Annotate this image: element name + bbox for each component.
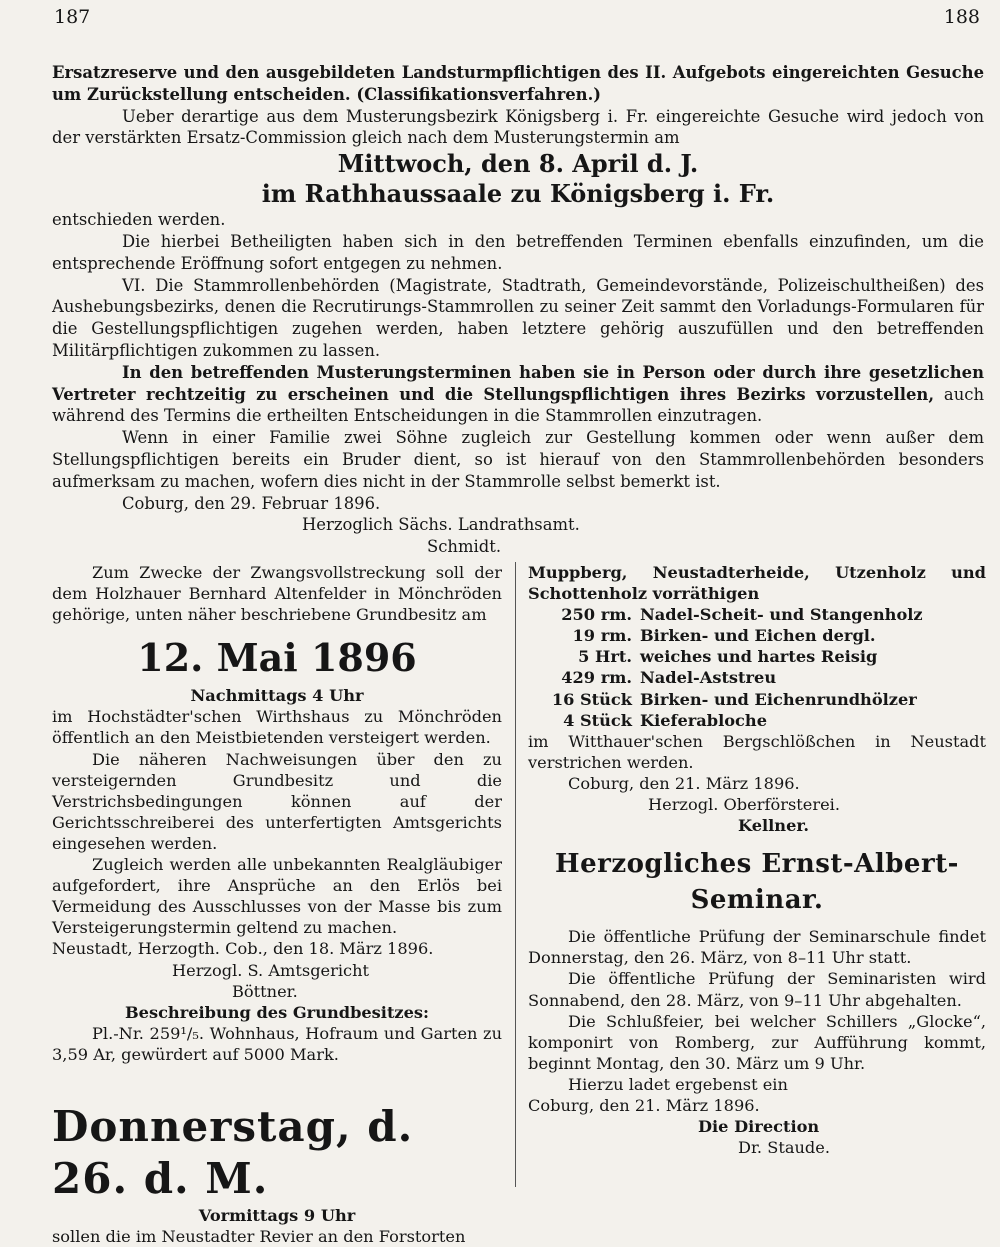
column-divider (515, 562, 516, 1187)
auction-notice (52, 562, 502, 1247)
notice-paragraph-8-bold: In den betreffenden Musterungsterminen haben sie in Person oder durch ihre gesetzlichen Vertreter rechtzeitig zu erscheinen und die Stellungspflichtigen ihres Bezirks vorzustellen, (52, 362, 984, 404)
wood-item-text: Nadel-Aststreu (640, 668, 777, 688)
seminar-signature: Dr. Staude. (738, 1138, 830, 1158)
wood-item-quantity: 5 Hrt. (578, 647, 632, 667)
auction-date: 12. Mai 1896 (137, 635, 417, 681)
seminar-office: Die Direction (698, 1117, 820, 1137)
wood-item-quantity: 16 Stück (551, 689, 632, 709)
wood-item-quantity: 4 Stück (563, 710, 632, 730)
right-column (528, 562, 986, 1158)
notice-paragraph-8-rest: auch während des Termins die ertheilten Entscheidungen in die Stammrollen einzutragen. (52, 384, 984, 426)
seminar-paragraph-2: Die öffentliche Prüfung der Seminaristen wird Sonnabend, den 28. März, von 9–11 Uhr abgehalten. (528, 969, 986, 1010)
auction-signature: Böttner. (232, 981, 298, 1001)
notice-paragraph-9: Wenn in einer Familie zwei Söhne zugleich zur Gestellung kommen oder wenn außer dem Stellungspflichtigen bereits ein Bruder dient, so ist hierauf von den Stammrollenbehörden besonders aufmerksam zu machen, wofern dies nicht in der Stammrolle selbst bemerkt ist. (52, 428, 984, 491)
seminar-heading: Herzogliches Ernst-Albert-Seminar. (555, 849, 959, 916)
wood-item-text: Birken- und Eichenrundhölzer (640, 689, 917, 709)
notice-paragraph-7: VI. Die Stammrollenbehörden (Magistrate, Stadtrath, Gemeindevorstände, Polizeischultheißen) des Aushebungsbezirks, denen die Recrutirungs-Stammrollen zu seiner Zeit sammt den Vorladungs-Formularen für die Gestellungspflichtigen zugehen werden, haben letztere gehörig auszufüllen und den betreffenden Militärpflichtigen zukommen zu lassen. (52, 275, 984, 360)
notice-paragraph-6: Die hierbei Betheiligten haben sich in den betreffenden Terminen ebenfalls einzufinden, um die entsprechende Eröffnung sofort entgegen zu nehmen. (52, 231, 984, 273)
wood-item (528, 604, 986, 625)
auction-paragraph-3: Zugleich werden alle unbekannten Realgläubiger aufgefordert, ihre Ansprüche an den Erlös bei Vermeidung des Ausschlusses von der Masse bis zum Versteigerungstermin geltend zu machen. (52, 855, 502, 938)
wood-item (528, 667, 986, 688)
auction-time: Nachmittags 4 Uhr (190, 686, 364, 706)
wood-sale-date: Donnerstag, d. 26. d. M. (52, 1101, 414, 1203)
wood-item-text: Nadel-Scheit- und Stangenholz (640, 605, 923, 625)
page-number-right: 188 (943, 6, 980, 28)
wood-sale-place: im Witthauer'schen Bergschlößchen in Neustadt verstrichen werden. (528, 731, 986, 772)
seminar-paragraph-3: Die Schlußfeier, bei welcher Schillers „Glocke“, komponirt von Romberg, zur Aufführung kommt, beginnt Montag, den 30. März um 9 Uhr. (528, 1011, 986, 1073)
notice-paragraph-1: Ersatzreserve und den ausgebildeten Landsturmpflichtigen des II. Aufgebots eingereichten Gesuche um Zurückstellung entscheiden. (Classifikationsverfahren.) (52, 63, 984, 104)
auction-place: im Hochstädter'schen Wirthshaus zu Mönchröden öffentlich an den Meistbietenden versteigert werden. (52, 707, 502, 748)
notice-paragraph-2: Ueber derartige aus dem Musterungsbezirk Königsberg i. Fr. eingereichte Gesuche wird jedoch von der verstärkten Ersatz-Commission gleich nach dem Musterungstermin am (52, 106, 984, 148)
wood-item-text: Birken- und Eichen dergl. (640, 626, 876, 646)
top-notice (52, 62, 984, 558)
wood-item-text: Kieferabloche (640, 710, 767, 730)
seminar-paragraph-1: Die öffentliche Prüfung der Seminarschule findet Donnerstag, den 26. März, von 8–11 Uhr statt. (528, 927, 986, 968)
wood-item (528, 625, 986, 646)
wood-sale-text: sollen die im Neustadter Revier an den Forstorten (52, 1227, 466, 1247)
wood-item (528, 646, 986, 667)
notice-signature: Schmidt. (427, 537, 502, 557)
wood-item (528, 689, 986, 710)
wood-item (528, 710, 986, 731)
auction-office: Herzogl. S. Amtsgericht (172, 960, 370, 980)
notice-paragraph-5: entschieden werden. (52, 210, 226, 230)
property-description: Pl.-Nr. 259¹/₅. Wohnhaus, Hofraum und Garten zu 3,59 Ar, gewürdert auf 5000 Mark. (52, 1023, 502, 1064)
wood-item-quantity: 250 rm. (561, 605, 632, 625)
forest-places: Muppberg, Neustadterheide, Utzenholz und Schottenholz vorräthigen (528, 563, 986, 604)
page-number-left: 187 (54, 6, 91, 28)
auction-paragraph-2: Die näheren Nachweisungen über den zu versteigernden Grundbesitz und die Verstrichsbedingungen können auf der Gerichtsschreiberei des unterfertigten Amtsgerichts eingesehen werden. (52, 749, 502, 853)
wood-items-list (528, 604, 986, 731)
forest-office: Herzogl. Oberförsterei. (648, 795, 840, 815)
notice-place-heading: im Rathhaussaale zu Königsberg i. Fr. (261, 179, 775, 209)
notice-date-heading: Mittwoch, den 8. April d. J. (337, 149, 699, 179)
wood-sale-time: Vormittags 9 Uhr (198, 1205, 356, 1225)
forest-signature: Kellner. (738, 816, 810, 836)
notice-office: Herzoglich Sächs. Landrathsamt. (302, 515, 580, 535)
seminar-date: Coburg, den 21. März 1896. (528, 1095, 760, 1115)
seminar-invitation: Hierzu ladet ergebenst ein (568, 1074, 788, 1094)
wood-item-quantity: 429 rm. (561, 668, 632, 688)
property-description-heading: Beschreibung des Grundbesitzes: (124, 1002, 430, 1022)
auction-intro: Zum Zwecke der Zwangsvollstreckung soll der dem Holzhauer Bernhard Altenfelder in Mönchröden gehörige, unten näher beschriebene Grundbesitz am (52, 563, 502, 625)
notice-date: Coburg, den 29. Februar 1896. (122, 493, 381, 513)
wood-item-text: weiches und hartes Reisig (640, 647, 878, 667)
wood-item-quantity: 19 rm. (572, 626, 632, 646)
forest-date: Coburg, den 21. März 1896. (568, 773, 800, 793)
notice-paragraph-8 (52, 362, 984, 427)
auction-date-line: Neustadt, Herzogth. Cob., den 18. März 1896. (52, 939, 434, 959)
